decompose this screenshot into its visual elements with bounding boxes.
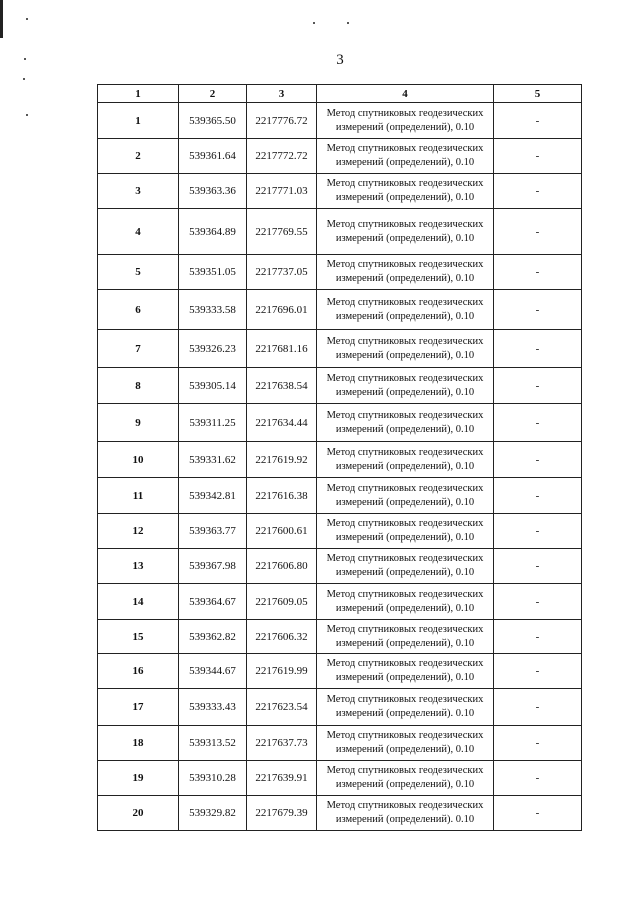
method-line-2: измерений (определений), 0.10 xyxy=(335,232,475,244)
table-row xyxy=(98,761,582,796)
y-coordinate-cell: 2217776.72 xyxy=(247,103,317,139)
y-coordinate-cell: 2217616.38 xyxy=(247,478,317,514)
table-row xyxy=(98,620,582,654)
description-cell: - xyxy=(494,442,582,478)
description-cell: - xyxy=(494,103,582,139)
point-number-cell: 17 xyxy=(98,689,179,726)
y-coordinate-cell: 2217619.99 xyxy=(247,654,317,689)
point-number-cell: 6 xyxy=(98,290,179,330)
method-line-2: измерений (определений), 0.10 xyxy=(335,496,475,508)
x-coordinate-cell: 539351.05 xyxy=(179,255,247,290)
method-line-1: Метод спутниковых геодезических xyxy=(326,765,484,776)
header-cell-x: 2 xyxy=(179,85,247,103)
x-coordinate-cell: 539313.52 xyxy=(179,726,247,761)
method-line-1: Метод спутниковых геодезических xyxy=(326,218,484,230)
method-line-2: измерений (определений), 0.10 xyxy=(335,460,475,472)
method-line-1: Метод спутниковых геодезических xyxy=(326,259,484,270)
method-cell xyxy=(317,368,494,404)
binding-hole-mark xyxy=(26,114,28,116)
method-cell xyxy=(317,330,494,368)
x-coordinate-cell: 539363.36 xyxy=(179,174,247,209)
point-number-cell: 4 xyxy=(98,209,179,255)
point-number-cell: 16 xyxy=(98,654,179,689)
method-line-2: измерений (определений), 0.10 xyxy=(335,532,475,543)
point-number-cell: 15 xyxy=(98,620,179,654)
method-cell xyxy=(317,404,494,442)
description-cell: - xyxy=(494,761,582,796)
description-cell: - xyxy=(494,139,582,174)
method-line-2: измерений (определений), 0.10 xyxy=(335,157,475,168)
method-cell xyxy=(317,442,494,478)
method-line-2: измерений (определений), 0.10 xyxy=(335,779,475,790)
x-coordinate-cell: 539367.98 xyxy=(179,549,247,584)
method-line-2: измерений (определений), 0.10 xyxy=(335,423,475,435)
description-cell: - xyxy=(494,654,582,689)
point-number-cell: 11 xyxy=(98,478,179,514)
point-number-cell: 10 xyxy=(98,442,179,478)
scan-speck xyxy=(347,22,349,24)
table-row xyxy=(98,174,582,209)
x-coordinate-cell: 539310.28 xyxy=(179,761,247,796)
description-cell: - xyxy=(494,330,582,368)
x-coordinate-cell: 539363.77 xyxy=(179,514,247,549)
table-row xyxy=(98,404,582,442)
y-coordinate-cell: 2217639.91 xyxy=(247,761,317,796)
point-number-cell: 3 xyxy=(98,174,179,209)
method-cell xyxy=(317,139,494,174)
point-number-cell: 12 xyxy=(98,514,179,549)
table-row xyxy=(98,549,582,584)
method-cell xyxy=(317,796,494,831)
point-number-cell: 1 xyxy=(98,103,179,139)
table-row xyxy=(98,442,582,478)
x-coordinate-cell: 539331.62 xyxy=(179,442,247,478)
method-line-1: Метод спутниковых геодезических xyxy=(326,107,484,119)
description-cell: - xyxy=(494,620,582,654)
table-row xyxy=(98,209,582,255)
method-line-2: измерений (определений), 0.10 xyxy=(335,349,475,361)
method-cell xyxy=(317,726,494,761)
y-coordinate-cell: 2217771.03 xyxy=(247,174,317,209)
page-edge-mark xyxy=(0,0,3,38)
method-line-1: Метод спутниковых геодезических xyxy=(326,482,484,494)
method-cell xyxy=(317,174,494,209)
point-number-cell: 9 xyxy=(98,404,179,442)
x-coordinate-cell: 539365.50 xyxy=(179,103,247,139)
point-number-cell: 20 xyxy=(98,796,179,831)
method-line-2: измерений (определений), 0.10 xyxy=(335,121,475,133)
y-coordinate-cell: 2217696.01 xyxy=(247,290,317,330)
method-cell xyxy=(317,620,494,654)
description-cell: - xyxy=(494,404,582,442)
table-header-row xyxy=(98,85,582,103)
table-row xyxy=(98,654,582,689)
point-number-cell: 7 xyxy=(98,330,179,368)
table-row xyxy=(98,330,582,368)
method-cell xyxy=(317,478,494,514)
description-cell: - xyxy=(494,584,582,620)
method-line-1: Метод спутниковых геодезических xyxy=(326,623,484,635)
x-coordinate-cell: 539326.23 xyxy=(179,330,247,368)
table-row xyxy=(98,139,582,174)
method-line-1: Метод спутниковых геодезических xyxy=(326,446,484,458)
table-row xyxy=(98,478,582,514)
description-cell: - xyxy=(494,514,582,549)
description-cell: - xyxy=(494,368,582,404)
description-cell: - xyxy=(494,255,582,290)
table-row xyxy=(98,726,582,761)
table-row xyxy=(98,796,582,831)
method-line-1: Метод спутниковых геодезических xyxy=(326,658,484,669)
x-coordinate-cell: 539344.67 xyxy=(179,654,247,689)
point-number-cell: 5 xyxy=(98,255,179,290)
page-number: 3 xyxy=(336,52,344,68)
method-line-2: измерений (определений), 0.10 xyxy=(335,192,475,203)
description-cell: - xyxy=(494,726,582,761)
header-cell-description: 5 xyxy=(494,85,582,103)
point-number-cell: 13 xyxy=(98,549,179,584)
table-row xyxy=(98,689,582,726)
table-row xyxy=(98,290,582,330)
method-line-1: Метод спутниковых геодезических xyxy=(326,553,484,564)
x-coordinate-cell: 539364.89 xyxy=(179,209,247,255)
y-coordinate-cell: 2217769.55 xyxy=(247,209,317,255)
y-coordinate-cell: 2217679.39 xyxy=(247,796,317,831)
method-line-2: измерений (определений), 0.10 xyxy=(335,310,475,322)
description-cell: - xyxy=(494,290,582,330)
scan-speck xyxy=(313,22,315,24)
method-line-2: измерений (определений), 0.10 xyxy=(335,637,475,649)
method-cell xyxy=(317,255,494,290)
y-coordinate-cell: 2217638.54 xyxy=(247,368,317,404)
method-line-1: Метод спутниковых геодезических xyxy=(326,296,484,308)
table-row xyxy=(98,584,582,620)
y-coordinate-cell: 2217600.61 xyxy=(247,514,317,549)
description-cell: - xyxy=(494,549,582,584)
method-line-2: измерений (определений), 0.10 xyxy=(335,744,475,755)
y-coordinate-cell: 2217737.05 xyxy=(247,255,317,290)
x-coordinate-cell: 539342.81 xyxy=(179,478,247,514)
method-line-1: Метод спутниковых геодезических xyxy=(326,694,484,705)
description-cell: - xyxy=(494,209,582,255)
method-line-2: измерений (определений). 0.10 xyxy=(335,814,475,825)
description-cell: - xyxy=(494,174,582,209)
table-row xyxy=(98,514,582,549)
y-coordinate-cell: 2217609.05 xyxy=(247,584,317,620)
x-coordinate-cell: 539333.43 xyxy=(179,689,247,726)
x-coordinate-cell: 539361.64 xyxy=(179,139,247,174)
header-cell-number: 1 xyxy=(98,85,179,103)
point-number-cell: 14 xyxy=(98,584,179,620)
binding-hole-mark xyxy=(23,78,25,80)
method-line-1: Метод спутниковых геодезических xyxy=(326,335,484,347)
y-coordinate-cell: 2217606.80 xyxy=(247,549,317,584)
header-cell-method: 4 xyxy=(317,85,494,103)
method-line-2: измерений (определений), 0.10 xyxy=(335,567,475,578)
y-coordinate-cell: 2217681.16 xyxy=(247,330,317,368)
method-line-1: Метод спутниковых геодезических xyxy=(326,800,484,811)
description-cell: - xyxy=(494,689,582,726)
method-cell xyxy=(317,103,494,139)
description-cell: - xyxy=(494,796,582,831)
method-line-1: Метод спутниковых геодезических xyxy=(326,178,484,189)
method-line-2: измерений (определений), 0.10 xyxy=(335,386,475,398)
y-coordinate-cell: 2217772.72 xyxy=(247,139,317,174)
method-cell xyxy=(317,689,494,726)
method-line-1: Метод спутниковых геодезических xyxy=(326,372,484,384)
x-coordinate-cell: 539362.82 xyxy=(179,620,247,654)
header-cell-y: 3 xyxy=(247,85,317,103)
method-line-2: измерений (определений). 0.10 xyxy=(335,708,475,719)
method-line-1: Метод спутниковых геодезических xyxy=(326,409,484,421)
point-number-cell: 8 xyxy=(98,368,179,404)
method-cell xyxy=(317,761,494,796)
method-line-2: измерений (определений), 0.10 xyxy=(335,672,475,683)
coordinates-table xyxy=(97,84,582,831)
method-line-1: Метод спутниковых геодезических xyxy=(326,588,484,600)
point-number-cell: 18 xyxy=(98,726,179,761)
method-cell xyxy=(317,514,494,549)
method-cell xyxy=(317,549,494,584)
method-line-1: Метод спутниковых геодезических xyxy=(326,518,484,529)
x-coordinate-cell: 539364.67 xyxy=(179,584,247,620)
method-line-1: Метод спутниковых геодезических xyxy=(326,143,484,154)
point-number-cell: 2 xyxy=(98,139,179,174)
method-line-2: измерений (определений), 0.10 xyxy=(335,273,475,284)
method-line-1: Метод спутниковых геодезических xyxy=(326,730,484,741)
point-number-cell: 19 xyxy=(98,761,179,796)
y-coordinate-cell: 2217606.32 xyxy=(247,620,317,654)
description-cell: - xyxy=(494,478,582,514)
y-coordinate-cell: 2217623.54 xyxy=(247,689,317,726)
binding-hole-mark xyxy=(26,18,28,20)
table-row xyxy=(98,103,582,139)
y-coordinate-cell: 2217619.92 xyxy=(247,442,317,478)
y-coordinate-cell: 2217634.44 xyxy=(247,404,317,442)
method-cell xyxy=(317,290,494,330)
method-cell xyxy=(317,209,494,255)
x-coordinate-cell: 539333.58 xyxy=(179,290,247,330)
x-coordinate-cell: 539329.82 xyxy=(179,796,247,831)
x-coordinate-cell: 539311.25 xyxy=(179,404,247,442)
table-row xyxy=(98,255,582,290)
method-line-2: измерений (определений), 0.10 xyxy=(335,602,475,614)
table-row xyxy=(98,368,582,404)
x-coordinate-cell: 539305.14 xyxy=(179,368,247,404)
method-cell xyxy=(317,584,494,620)
method-cell xyxy=(317,654,494,689)
y-coordinate-cell: 2217637.73 xyxy=(247,726,317,761)
